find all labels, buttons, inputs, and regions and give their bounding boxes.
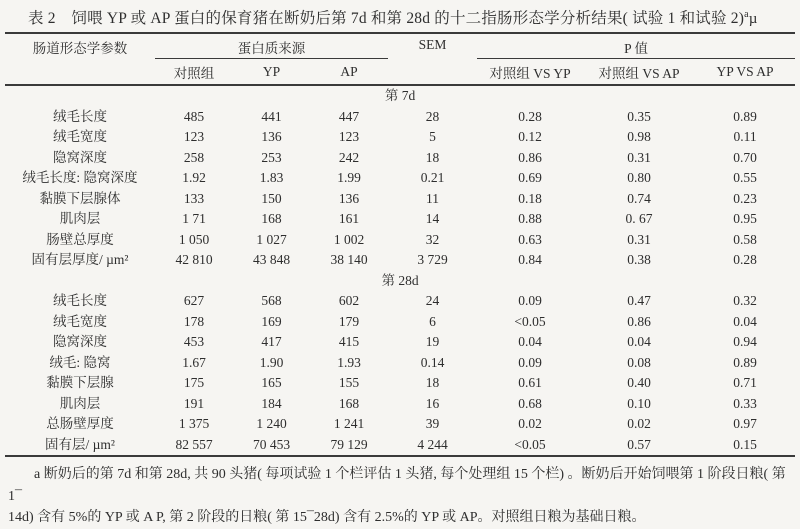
table-footnote [0, 464, 800, 529]
cell-value: 1.92 [182, 170, 206, 185]
cell-value: 1 002 [333, 231, 365, 247]
cell-value: 0.02 [627, 416, 651, 431]
cell-value: 136 [338, 190, 360, 206]
cell-value: 627 [183, 293, 205, 308]
cell-value: 1 240 [256, 416, 287, 431]
cell-value: 168 [261, 211, 282, 226]
cell-value: 32 [425, 231, 440, 247]
cell-value: 0.68 [518, 395, 542, 411]
cell-value: 0.32 [733, 293, 757, 308]
cell-value: 485 [183, 108, 205, 124]
footnote-line: 14d) 含有 5%的 YP 或 A P, 第 2 阶段的日粮( 第 15¯28d) 含有 2.5%的 YP 或 AP。对照组日粮为基础日粮。 [8, 510, 646, 525]
cell-value: 14 [425, 211, 440, 226]
cell-value: 0.10 [627, 395, 651, 411]
param-label: 绒毛宽度 [53, 129, 107, 144]
param-label: 绒毛长度: 隐窝深度 [22, 170, 138, 185]
cell-value: 123 [338, 129, 360, 144]
cell-value: 0.94 [733, 334, 757, 349]
cell-value: 0.55 [733, 170, 757, 185]
header-p-value-group: P 值 [477, 33, 795, 59]
cell-value: 39 [425, 416, 440, 431]
cell-value: 0.35 [627, 108, 651, 124]
param-label: 总肠壁厚度 [46, 416, 114, 431]
cell-value: 1.99 [337, 170, 361, 185]
cell-value: 1 71 [182, 211, 206, 226]
table-header [5, 33, 795, 85]
cell-value: 0.14 [420, 354, 445, 370]
table-row [5, 250, 795, 271]
cell-value: 1.67 [182, 354, 206, 370]
section-row [5, 85, 795, 107]
cell-value: 417 [261, 334, 282, 349]
table-row [5, 332, 795, 353]
cell-value: 6 [429, 313, 436, 329]
cell-value: 415 [338, 334, 360, 349]
param-label: 绒毛宽度 [53, 313, 107, 329]
cell-value: 0.98 [627, 129, 651, 144]
cell-value: 0.47 [627, 293, 651, 308]
cell-value: 0.70 [733, 149, 757, 165]
cell-value: 453 [183, 334, 205, 349]
cell-value: 0.71 [733, 375, 757, 390]
cell-value: 0.04 [518, 334, 542, 349]
table-row [5, 189, 795, 210]
cell-value: <0.05 [514, 313, 546, 329]
table-row [5, 148, 795, 169]
cell-value: 19 [425, 334, 440, 349]
header-control: 对照组 [155, 59, 233, 86]
cell-value: 168 [338, 395, 360, 411]
cell-value: 0.33 [733, 395, 757, 411]
header-protein-source-group: 蛋白质来源 [155, 33, 388, 59]
cell-value: 1 375 [178, 416, 210, 431]
caption-unit-mu: µ [748, 11, 758, 27]
cell-value: 0.31 [627, 231, 651, 247]
table-body [5, 85, 795, 456]
header-control-vs-yp: 对照组 VS YP [477, 59, 583, 86]
header-sem: SEM [388, 33, 477, 85]
cell-value: 4 244 [417, 436, 448, 452]
cell-value: <0.05 [514, 436, 546, 452]
table-row [5, 107, 795, 128]
caption-body: 表 2 饲喂 YP 或 AP 蛋白的保育猪在断奶后第 7d 和第 28d 的十二指肠形态学分析结果( 试验 1 和试验 2) [28, 10, 745, 27]
cell-value: 179 [338, 313, 360, 329]
cell-value: 0.89 [733, 354, 757, 370]
cell-value: 0.58 [733, 231, 757, 247]
cell-value: 253 [261, 149, 282, 165]
cell-value: 1 027 [256, 231, 287, 247]
cell-value: 11 [426, 190, 439, 206]
cell-value: 70 453 [252, 436, 291, 452]
cell-value: 0.23 [733, 190, 757, 206]
table-row [5, 127, 795, 148]
cell-value: 0.80 [627, 170, 651, 185]
cell-value: 184 [261, 395, 282, 411]
cell-value: 5 [429, 129, 436, 144]
cell-value: 161 [338, 211, 360, 226]
cell-value: 0.63 [518, 231, 542, 247]
caption-superscript: a [744, 8, 749, 20]
cell-value: 165 [261, 375, 282, 390]
cell-value: 0.08 [627, 354, 651, 370]
param-label: 肠壁总厚度 [46, 231, 114, 247]
table-row [5, 209, 795, 230]
cell-value: 0. 67 [625, 211, 653, 226]
param-label: 肌肉层 [59, 211, 101, 226]
cell-value: 0.86 [518, 149, 542, 165]
table-row [5, 435, 795, 457]
cell-value: 0.89 [733, 108, 757, 124]
section-label: 第 28d [381, 272, 419, 288]
cell-value: 0.69 [518, 170, 542, 185]
header-yp-vs-ap: YP VS AP [695, 59, 795, 86]
table-row [5, 312, 795, 333]
cell-value: 191 [183, 395, 205, 411]
cell-value: 0.88 [518, 211, 542, 226]
cell-value: 1 050 [178, 231, 210, 247]
param-label: 隐窝深度 [53, 149, 107, 165]
cell-value: 568 [261, 293, 282, 308]
cell-value: 155 [338, 375, 360, 390]
param-label: 肌肉层 [59, 395, 101, 411]
param-label: 黏膜下层腺体 [39, 190, 121, 206]
cell-value: 0.74 [627, 190, 651, 206]
morphology-table [5, 32, 795, 457]
cell-value: 18 [425, 149, 440, 165]
cell-value: 16 [425, 395, 440, 411]
cell-value: 3 729 [417, 252, 448, 267]
cell-value: 0.31 [627, 149, 651, 165]
param-label: 绒毛长度 [53, 108, 107, 124]
cell-value: 441 [261, 108, 282, 124]
cell-value: 24 [425, 293, 440, 308]
table-caption-text [28, 8, 749, 30]
param-label: 固有层/ µm² [45, 436, 115, 452]
cell-value: 38 140 [330, 252, 368, 267]
cell-value: 0.97 [733, 416, 757, 431]
cell-value: 447 [338, 108, 360, 124]
cell-value: 82 557 [175, 436, 213, 452]
header-control-vs-ap: 对照组 VS AP [583, 59, 695, 86]
param-label: 固有层厚度/ µm² [31, 252, 129, 267]
cell-value: 0.12 [518, 129, 542, 144]
cell-value: 123 [183, 129, 205, 144]
cell-value: 0.86 [627, 313, 651, 329]
section-row [5, 271, 795, 292]
cell-value: 43 848 [252, 252, 291, 267]
cell-value: 0.09 [518, 293, 542, 308]
header-row-groups [5, 33, 795, 59]
cell-value: 602 [338, 293, 360, 308]
table-caption [0, 0, 800, 32]
cell-value: 178 [183, 313, 205, 329]
cell-value: 133 [183, 190, 205, 206]
table-row [5, 373, 795, 394]
footnote-line: a 断奶后的第 7d 和第 28d, 共 90 头猪( 每项试验 1 个栏评估 1 头猪, 每个处理组 15 个栏) 。断奶后开始饲喂第 1 阶段日粮( 第 1¯ [8, 467, 786, 504]
cell-value: 42 810 [175, 252, 213, 267]
param-label: 隐窝深度 [53, 334, 107, 349]
cell-value: 0.28 [518, 108, 542, 124]
cell-value: 242 [338, 149, 360, 165]
cell-value: 0.38 [627, 252, 651, 267]
cell-value: 169 [261, 313, 282, 329]
cell-value: 0.04 [733, 313, 757, 329]
cell-value: 258 [183, 149, 205, 165]
cell-value: 150 [261, 190, 282, 206]
cell-value: 0.21 [420, 170, 445, 185]
cell-value: 0.15 [733, 436, 757, 452]
cell-value: 18 [425, 375, 440, 390]
header-param: 肠道形态学参数 [5, 33, 155, 85]
cell-value: 0.04 [627, 334, 651, 349]
cell-value: 1.90 [259, 354, 284, 370]
cell-value: 1.93 [337, 354, 361, 370]
table-row [5, 168, 795, 189]
table-row [5, 353, 795, 374]
table-row [5, 394, 795, 415]
cell-value: 1.83 [259, 170, 284, 185]
cell-value: 136 [261, 129, 282, 144]
cell-value: 0.95 [733, 211, 757, 226]
table-row [5, 230, 795, 251]
cell-value: 0.40 [627, 375, 651, 390]
cell-value: 0.02 [518, 416, 542, 431]
cell-value: 1 241 [333, 416, 365, 431]
table-row [5, 291, 795, 312]
cell-value: 0.57 [627, 436, 651, 452]
param-label: 绒毛长度 [53, 293, 107, 308]
header-ap: AP [310, 59, 388, 86]
cell-value: 175 [183, 375, 205, 390]
param-label: 绒毛: 隐窝 [49, 354, 111, 370]
section-label: 第 7d [384, 88, 416, 103]
cell-value: 0.61 [518, 375, 542, 390]
table-row [5, 414, 795, 435]
cell-value: 28 [425, 108, 440, 124]
cell-value: 0.11 [733, 129, 757, 144]
cell-value: 0.09 [518, 354, 542, 370]
header-yp: YP [233, 59, 310, 86]
cell-value: 0.84 [518, 252, 542, 267]
cell-value: 0.28 [733, 252, 757, 267]
cell-value: 79 129 [330, 436, 368, 452]
cell-value: 0.18 [518, 190, 542, 206]
param-label: 黏膜下层腺 [46, 375, 114, 390]
